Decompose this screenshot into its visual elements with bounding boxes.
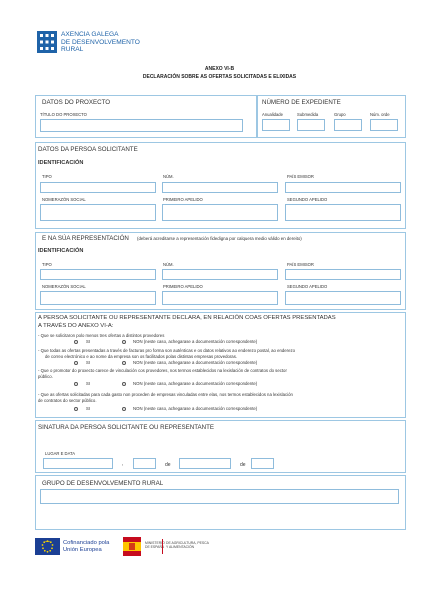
representation-country-input[interactable]: [285, 269, 401, 280]
project-title-label: TÍTULO DO PROXECTO: [40, 112, 87, 117]
q1-yes-radio[interactable]: [74, 340, 78, 344]
representation-number-label: NÚM.: [163, 262, 174, 267]
declaration-q4-line1: - Que as ofertas solicitadas para cada gasto non proceden de empresas vinculadas entre elas, nos termos establecidos na lexislación: [38, 392, 293, 397]
year-input[interactable]: [251, 458, 274, 469]
expedient-order-input[interactable]: [370, 119, 398, 131]
declaration-q1: - Que se solicitaron polo menos tres ofertas a distintos provedores: [38, 333, 165, 338]
representation-surname2-label: SEGUNDO APELIDO: [287, 284, 328, 289]
ministry-text-right: [166, 541, 209, 549]
q1-yes-label: SI: [86, 339, 91, 344]
place-comma: ,: [122, 461, 124, 467]
representation-country-label: PAÍS EMISOR: [287, 262, 314, 267]
q4-no-radio[interactable]: [122, 407, 126, 411]
month-input[interactable]: [179, 458, 231, 469]
project-heading: DATOS DO PROXECTO: [42, 99, 111, 106]
ministry-line3: DE AGRICULTURA, PESCA: [166, 541, 209, 545]
applicant-name-input[interactable]: [40, 204, 156, 221]
q1-no-radio[interactable]: [122, 340, 126, 344]
declaration-q2-line2: de correo electrónico e ao nome da empresa son os facilitados polas distintas empresas provedoras.: [45, 354, 238, 359]
applicant-country-label: PAÍS EMISOR: [287, 174, 314, 179]
applicant-surname2-label: SEGUNDO APELIDO: [287, 197, 328, 202]
expedient-group-input[interactable]: [334, 119, 362, 131]
applicant-name-label: NOMERAZÓN SOCIAL: [42, 197, 86, 202]
expedient-submeasure-input[interactable]: [297, 119, 325, 131]
eu-flag-icon: [35, 538, 60, 555]
ministry-divider: [162, 539, 163, 554]
agency-name-line3: RURAL: [61, 46, 84, 54]
annex-label: ANEXO VI-B: [204, 66, 235, 72]
agency-logo-icon: [37, 31, 57, 53]
representation-name-input[interactable]: [40, 291, 156, 305]
representation-surname1-label: PRIMEIRO APELIDO: [163, 284, 203, 289]
declaration-q3-line2: público.: [38, 374, 53, 379]
group-heading: GRUPO DE DESENVOLVEMENTO RURAL: [42, 480, 164, 487]
representation-number-input[interactable]: [162, 269, 278, 280]
agency-name-line2: DE DESENVOLVEMENTO: [61, 38, 140, 46]
representation-surname1-input[interactable]: [162, 291, 278, 305]
expedient-heading: NÚMERO DE EXPEDIENTE: [262, 99, 341, 106]
group-input[interactable]: [40, 489, 399, 504]
representation-type-input[interactable]: [40, 269, 156, 280]
q2-yes-radio[interactable]: [74, 361, 78, 365]
q3-no-radio[interactable]: [122, 382, 126, 386]
applicant-surname2-input[interactable]: [285, 204, 401, 221]
signature-heading: SINATURA DA PERSOA SOLICITANTE OU REPRESENTANTE: [38, 424, 215, 431]
applicant-type-label: TIPO: [42, 174, 52, 179]
spain-coat-of-arms-icon: [123, 537, 141, 556]
q4-no-label: NON (neste caso, achegarase a documentación correspondente): [133, 406, 258, 411]
q2-no-label: NON (neste caso, achegarase a documentación correspondente): [133, 360, 258, 365]
declaration-heading-line2: A TRAVÉS DO ANEXO VI-A:: [38, 323, 114, 329]
day-input[interactable]: [133, 458, 156, 469]
representation-ident-heading: IDENTIFICACIÓN: [38, 248, 84, 254]
de-separator-2: de: [240, 462, 246, 468]
place-input[interactable]: [43, 458, 113, 469]
q3-yes-label: SI: [86, 381, 91, 386]
expedient-submeasure-label: Submedida: [297, 112, 319, 117]
eu-text-line1: Cofinanciado pola: [63, 540, 110, 546]
representation-type-label: TIPO: [42, 262, 52, 267]
ministry-line4: Y ALIMENTACIÓN: [166, 545, 195, 550]
declaration-q4-line2: de contratos do sector público.: [38, 398, 97, 403]
applicant-country-input[interactable]: [285, 182, 401, 193]
de-separator-1: de: [165, 462, 171, 468]
representation-heading: E NA SÚA REPRESENTACIÓN: [42, 235, 129, 242]
project-title-input[interactable]: [40, 119, 243, 132]
eu-text: [63, 540, 109, 554]
q2-no-radio[interactable]: [122, 361, 126, 365]
place-date-label: LUGAR E DATA: [45, 451, 76, 456]
ministry-line1: MINISTERIO: [145, 541, 165, 545]
agency-logo: [37, 31, 57, 53]
applicant-number-input[interactable]: [162, 182, 278, 193]
expedient-group-label: Grupo: [334, 112, 346, 117]
applicant-type-input[interactable]: [40, 182, 156, 193]
document-title: DECLARACIÓN SOBRE AS OFERTAS SOLICITADAS E ELIXIDAS: [142, 74, 297, 80]
q1-no-label: NON (neste caso, achegarase a documentación correspondente): [133, 339, 258, 344]
declaration-q3-line1: - Que o promotor do proxecto carece de vinculación cos provedores, nos termos establecidos na lexislación de contratos do sector: [38, 368, 287, 373]
representation-surname2-input[interactable]: [285, 291, 401, 305]
applicant-heading: DATOS DA PERSOA SOLICITANTE: [38, 146, 138, 153]
spain-ministry-logo: [123, 537, 141, 556]
q3-no-label: NON (neste caso, achegarase a documentación correspondente): [133, 381, 258, 386]
q3-yes-radio[interactable]: [74, 382, 78, 386]
declaration-heading-line1: A PERSOA SOLICITANTE OU REPRESENTANTE DECLARA, EN RELACIÓN COAS OFERTAS PRESENTADAS: [38, 315, 336, 321]
expedient-order-label: Núm. orde: [370, 112, 390, 117]
declaration-q2-line1: - Que todas as ofertas presentadas a través de facturas pro forma son auténticas e os datos relativos ao enderezo postal, ao enderezo: [38, 348, 296, 353]
eu-logo: [35, 538, 60, 555]
applicant-surname1-label: PRIMEIRO APELIDO: [163, 197, 203, 202]
q4-yes-radio[interactable]: [74, 407, 78, 411]
representation-name-label: NOMERAZÓN SOCIAL: [42, 284, 86, 289]
agency-name: [61, 31, 140, 54]
eu-text-line2: Unión Europea: [63, 547, 102, 553]
q4-yes-label: SI: [86, 406, 91, 411]
applicant-ident-heading: IDENTIFICACIÓN: [38, 160, 84, 166]
q2-yes-label: SI: [86, 360, 91, 365]
ministry-line2: DE ESPAÑA: [145, 545, 165, 550]
expedient-year-label: Anualidade: [262, 112, 283, 117]
applicant-number-label: NÚM.: [163, 174, 174, 179]
representation-note: (deberá acreditarse a representación fidedigna por calquera medio válido en dereito): [137, 236, 302, 241]
expedient-year-input[interactable]: [262, 119, 290, 131]
agency-name-line1: AXENCIA GALEGA: [61, 31, 119, 38]
applicant-surname1-input[interactable]: [162, 204, 278, 221]
